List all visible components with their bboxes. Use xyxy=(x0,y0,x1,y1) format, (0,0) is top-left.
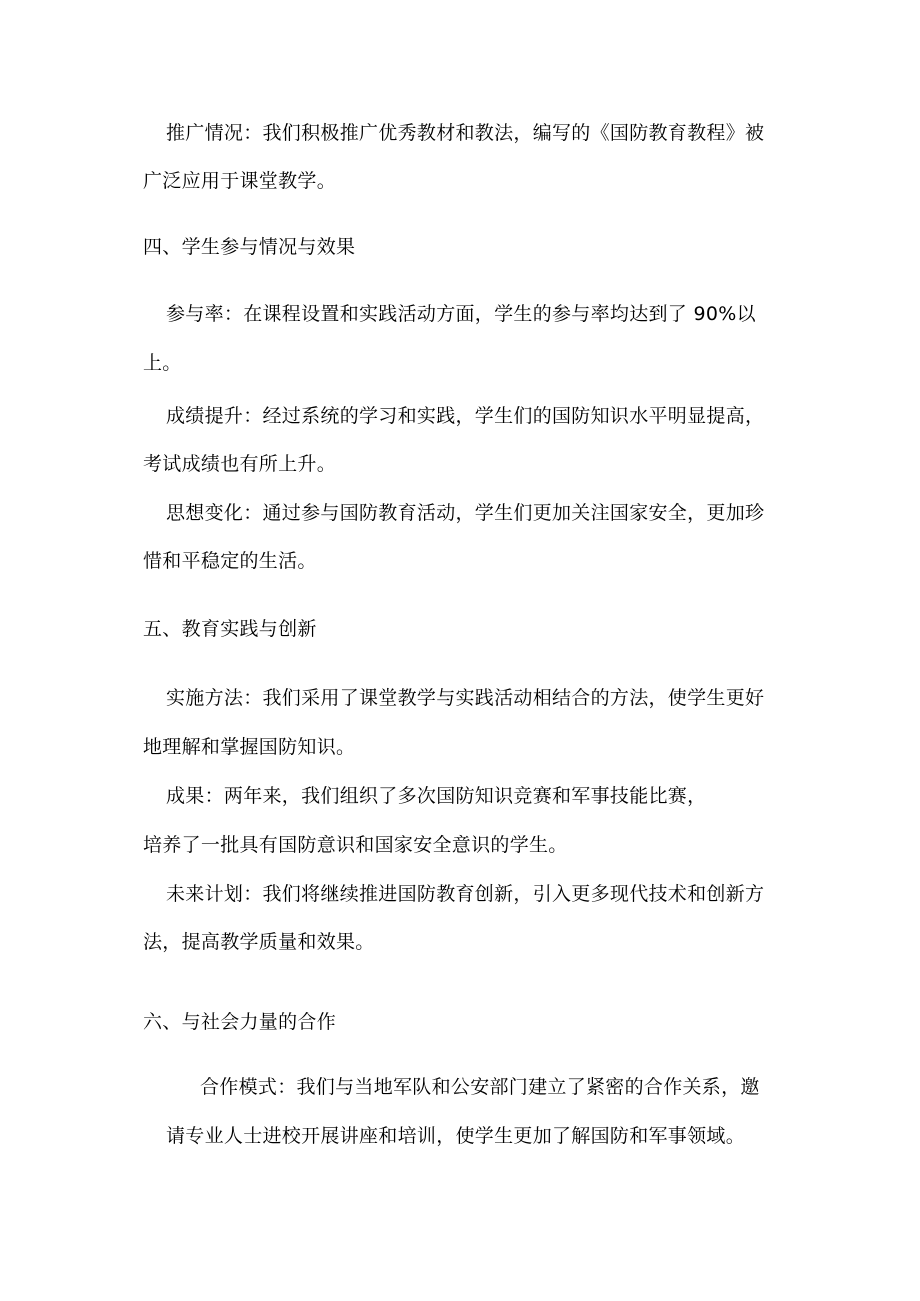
paragraph-line: 参与率：在课程设置和实践活动方面，学生的参与率均达到了 90%以 xyxy=(166,303,756,325)
paragraph-line: 法，提高教学质量和效果。 xyxy=(143,931,375,953)
paragraph-line: 请专业人士进校开展讲座和培训，使学生更加了解国防和军事领域。 xyxy=(166,1125,746,1147)
paragraph-line: 地理解和掌握国防知识。 xyxy=(143,736,356,758)
paragraph-line: 思想变化：通过参与国防教育活动，学生们更加关注国家安全，更加珍 xyxy=(166,502,765,524)
paragraph-line: 上。 xyxy=(143,352,182,374)
paragraph-line: 合作模式：我们与当地军队和公安部门建立了紧密的合作关系，邀 xyxy=(200,1076,760,1098)
section-heading-5: 五、教育实践与创新 xyxy=(143,618,317,640)
paragraph-line: 成绩提升：经过系统的学习和实践，学生们的国防知识水平明显提高， xyxy=(166,405,765,427)
paragraph-line: 成果：两年来，我们组织了多次国防知识竞赛和军事技能比赛， xyxy=(166,785,707,807)
paragraph-line: 实施方法：我们采用了课堂教学与实践活动相结合的方法，使学生更好 xyxy=(166,687,765,709)
paragraph-line: 培养了一批具有国防意识和国家安全意识的学生。 xyxy=(143,834,568,856)
paragraph-line: 未来计划：我们将继续推进国防教育创新，引入更多现代技术和创新方 xyxy=(166,883,765,905)
paragraph-line: 考试成绩也有所上升。 xyxy=(143,453,337,475)
paragraph-line: 广泛应用于课堂教学。 xyxy=(143,170,337,192)
paragraph-line: 推广情况：我们积极推广优秀教材和教法，编写的《国防教育教程》被 xyxy=(166,122,765,144)
paragraph-line: 惜和平稳定的生活。 xyxy=(143,550,317,572)
section-heading-6: 六、与社会力量的合作 xyxy=(143,1011,337,1033)
section-heading-4: 四、学生参与情况与效果 xyxy=(143,236,356,258)
